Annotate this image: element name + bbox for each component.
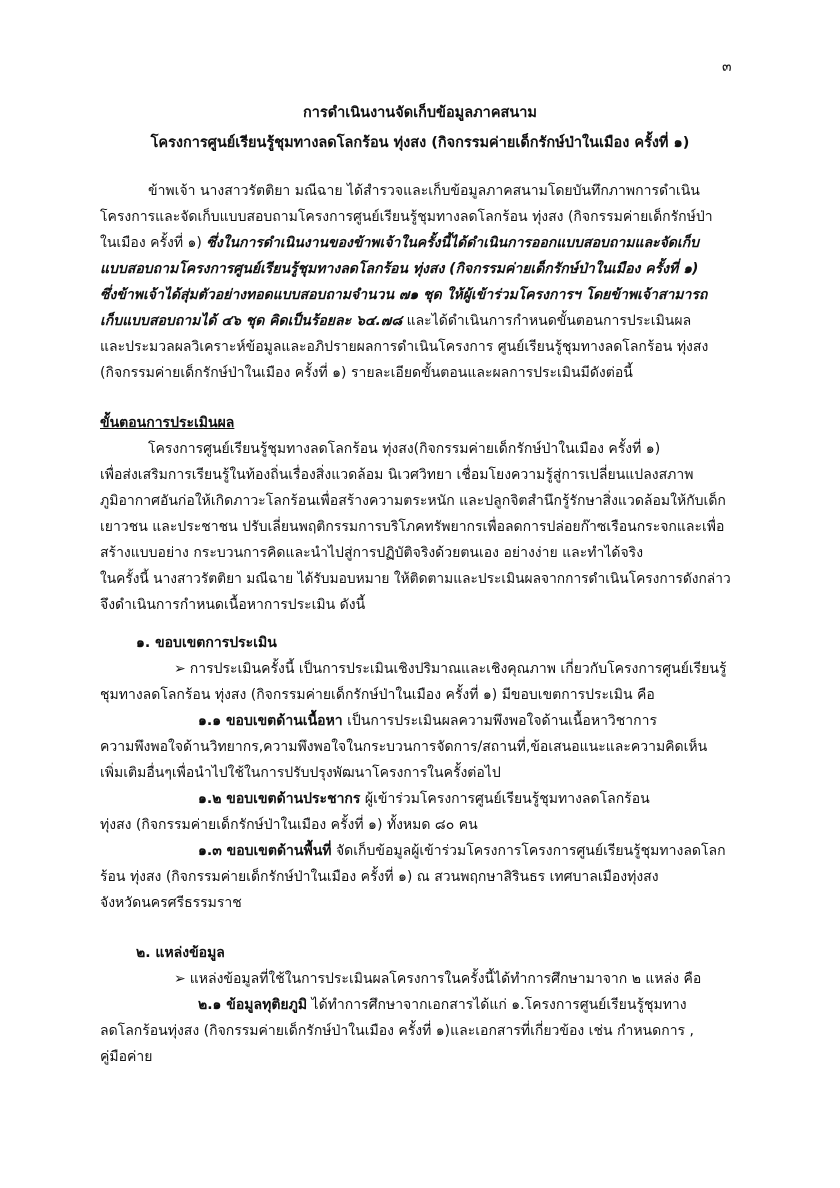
scope-1-1-line-3: เพิ่มเติมอื่นๆเพื่อนำไปใช้ในการปรับปรุงพัฒนาโครงการในครั้งต่อไป xyxy=(100,765,501,781)
intro-line-3 xyxy=(100,230,740,256)
intro-line-4: แบบสอบถามโครงการศูนย์เรียนรู้ชุมทางลดโลกร้อน ทุ่งสง (กิจกรรมค่ายเด็กรักษ์ป่าในเมือง ครั้งที่ ๑) xyxy=(100,261,699,277)
scope-bullet-1-text: การประเมินครั้งนี้ เป็นการประเมินเชิงปริมาณและเชิงคุณภาพ เกี่ยวกับโครงการศูนย์เรียนรู้ xyxy=(189,661,727,677)
section-para-line-5: สร้างแบบอย่าง กระบวนการคิดและนำไปสู่การปฏิบัติจริงด้วยตนเอง อย่างง่าย และทำได้จริง xyxy=(100,545,644,561)
sources-heading: ๒. แหล่งข้อมูล xyxy=(136,945,225,961)
sources-2-1-line-3: คู่มือค่าย xyxy=(100,1049,153,1065)
arrow-bullet-icon: ➢ xyxy=(174,971,186,987)
section-para-line-7: จึงดำเนินการกำหนดเนื้อหาการประเมิน ดังนี้ xyxy=(100,597,366,613)
scope-1-1-label: ๑.๑ ขอบเขตด้านเนื้อหา xyxy=(198,713,343,729)
scope-heading: ๑. ขอบเขตการประเมิน xyxy=(136,635,277,651)
intro-line-5: ซึ่งข้าพเจ้าได้สุ่มตัวอย่างทอดแบบสอบถามจำนวน ๗๑ ชุด ให้ผู้เข้าร่วมโครงการฯ โดยข้าพเจ้าสามารถ xyxy=(100,287,708,303)
sources-2-1-line-2: ลดโลกร้อนทุ่งสง (กิจกรรมค่ายเด็กรักษ์ป่าในเมือง ครั้งที่ ๑)และเอกสารที่เกี่ยวข้อง เช่น กำหนดการ , xyxy=(100,1023,694,1039)
section-para-line-6: ในครั้งนี้ นางสาวรัตติยา มณีฉาย ได้รับมอบหมาย ให้ติดตามและประเมินผลจากการดำเนินโครงการดังกล่าว xyxy=(100,571,731,587)
intro-line-3-plain: ในเมือง ครั้งที่ ๑) xyxy=(100,235,207,251)
intro-line-6-plain: และได้ดำเนินการกำหนดขั้นตอนการประเมินผล xyxy=(402,313,692,329)
document-subtitle: โครงการศูนย์เรียนรู้ชุมทางลดโลกร้อน ทุ่งสง (กิจกรรมค่ายเด็กรักษ์ป่าในเมือง ครั้งที่ ๑) xyxy=(150,135,690,151)
intro-line-6 xyxy=(100,308,740,334)
section-para-line-1: โครงการศูนย์เรียนรู้ชุมทางลดโลกร้อน ทุ่งสง(กิจกรรมค่ายเด็กรักษ์ป่าในเมือง ครั้งที่ ๑) xyxy=(148,441,661,457)
scope-1-3-text: จัดเก็บข้อมูลผู้เข้าร่วมโครงการโครงการศูนย์เรียนรู้ชุมทางลดโลก xyxy=(331,843,726,859)
document-title: การดำเนินงานจัดเก็บข้อมูลภาคสนาม xyxy=(303,105,537,121)
scope-bullet-1 xyxy=(100,656,740,682)
section-para-line-2: เพื่อส่งเสริมการเรียนรู้ในท้องถิ่นเรื่องสิ่งแวดล้อม นิเวศวิทยา เชื่อมโยงความรู้สู่การเปลี่ยนแปลงสภาพ xyxy=(100,467,694,483)
scope-1-3-line-3: จังหวัดนครศรีธรรมราช xyxy=(100,895,242,911)
intro-line-7: และประมวลผลวิเคราะห์ข้อมูลและอภิปรายผลการดำเนินโครงการ ศูนย์เรียนรู้ชุมทางลดโลกร้อน ทุ่งสง xyxy=(100,339,709,355)
scope-1-1 xyxy=(100,708,740,734)
sources-2-1-text: ได้ทำการศึกษาจากเอกสารได้แก่ ๑.โครงการศูนย์เรียนรู้ชุมทาง xyxy=(307,997,687,1013)
sources-bullet-1 xyxy=(100,966,740,992)
section-para-line-3: ภูมิอากาศอันก่อให้เกิดภาวะโลกร้อนเพื่อสร้างความตระหนัก และปลูกจิตสำนึกรู้รักษาสิ่งแวดล้อมให้กับเด็ก xyxy=(100,493,726,509)
intro-line-2: โครงการและจัดเก็บแบบสอบถามโครงการศูนย์เรียนรู้ชุมทางลดโลกร้อน ทุ่งสง (กิจกรรมค่ายเด็กรักษ์ป่า xyxy=(100,209,713,225)
page-number: ๓ xyxy=(722,59,732,75)
intro-line-1: ข้าพเจ้า นางสาวรัตติยา มณีฉาย ได้สำรวจและเก็บข้อมูลภาคสนามโดยบันทึกภาพการดำเนิน xyxy=(148,183,700,199)
scope-bullet-1-cont: ชุมทางลดโลกร้อน ทุ่งสง (กิจกรรมค่ายเด็กรักษ์ป่าในเมือง ครั้งที่ ๑) มีขอบเขตการประเมิน คือ xyxy=(100,687,655,703)
scope-1-3-line-2: ร้อน ทุ่งสง (กิจกรรมค่ายเด็กรักษ์ป่าในเมือง ครั้งที่ ๑) ณ สวนพฤกษาสิรินธร เทศบาลเมืองทุ่งสง xyxy=(100,869,659,885)
scope-1-2-text: ผู้เข้าร่วมโครงการศูนย์เรียนรู้ชุมทางลดโลกร้อน xyxy=(360,791,650,807)
intro-line-6-emphasis: เก็บแบบสอบถามได้ ๔๖ ชุด คิดเป็นร้อยละ ๖๔.๗๘ xyxy=(100,313,403,329)
scope-1-2-label: ๑.๒ ขอบเขตด้านประชากร xyxy=(198,791,361,807)
scope-1-1-line-2: ความพึงพอใจด้านวิทยากร,ความพึงพอใจในกระบวนการจัดการ/สถานที่,ข้อเสนอแนะและความคิดเห็น xyxy=(100,739,708,755)
scope-1-2-line-2: ทุ่งสง (กิจกรรมค่ายเด็กรักษ์ป่าในเมือง ครั้งที่ ๑) ทั้งหมด ๘๐ คน xyxy=(100,817,478,833)
arrow-bullet-icon: ➢ xyxy=(174,661,186,677)
scope-1-1-text: เป็นการประเมินผลความพึงพอใจด้านเนื้อหาวิชาการ xyxy=(342,713,658,729)
section-heading: ขั้นตอนการประเมินผล xyxy=(100,415,235,431)
intro-line-8: (กิจกรรมค่ายเด็กรักษ์ป่าในเมือง ครั้งที่ ๑) รายละเอียดขั้นตอนและผลการประเมินมีดังต่อนี้ xyxy=(100,365,633,381)
sources-2-1 xyxy=(100,992,740,1018)
intro-line-3-emphasis: ซึ่งในการดำเนินงานของข้าพเจ้าในครั้งนี้ได้ดำเนินการออกแบบสอบถามและจัดเก็บ xyxy=(206,235,700,251)
scope-1-3-label: ๑.๓ ขอบเขตด้านพื้นที่ xyxy=(198,843,332,859)
section-para-line-4: เยาวชน และประชาชน ปรับเลี่ยนพฤติกรรมการบริโภคทรัพยากรเพื่อลดการปล่อยก๊าซเรือนกระจกและเพื่อ xyxy=(100,519,725,535)
scope-1-3 xyxy=(100,838,740,864)
sources-2-1-label: ๒.๑ ข้อมูลทุติยภูมิ xyxy=(198,997,308,1013)
scope-1-2 xyxy=(100,786,740,812)
sources-bullet-1-text: แหล่งข้อมูลที่ใช้ในการประเมินผลโครงการในครั้งนี้ได้ทำการศึกษามาจาก ๒ แหล่ง คือ xyxy=(189,971,702,987)
